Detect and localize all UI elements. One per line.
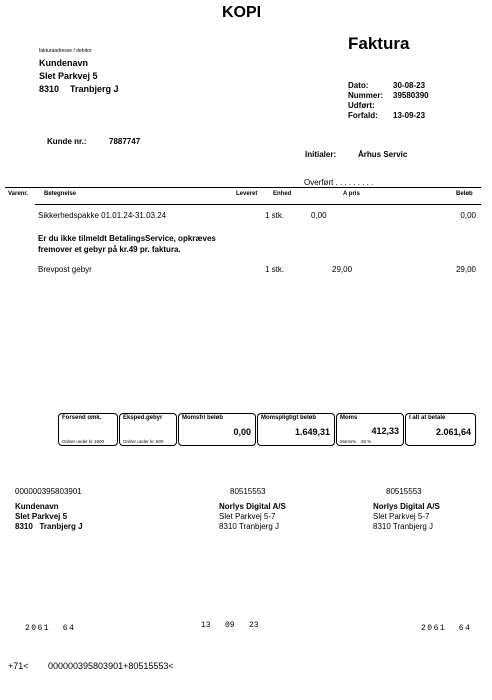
- row-price: 29,00: [332, 265, 353, 274]
- moms-label: Moms: [340, 415, 358, 421]
- due-date-parts: 13 09 23: [201, 621, 259, 630]
- dato-value: 30-08-23: [393, 81, 426, 90]
- nummer-label: Nummer:: [348, 91, 384, 100]
- copy-label: KOPI: [222, 4, 262, 21]
- forsend-box: [58, 413, 118, 446]
- momspligtigt-value: 1.649,31: [294, 427, 330, 437]
- col-leveret: Leveret: [236, 191, 258, 197]
- momsfri-box: [178, 413, 256, 446]
- table-header-rule: [35, 204, 481, 205]
- account-number-right: 80515553: [386, 487, 422, 496]
- col-enhed: Enhed: [273, 191, 292, 197]
- col-betegnelse: Betegnelse: [44, 191, 77, 197]
- notice-line-2: fremover et gebyr på kr.49 pr. faktura.: [38, 245, 181, 254]
- initialer-label: Initialer:: [305, 150, 337, 159]
- row-description: Brevpost gebyr: [38, 265, 92, 274]
- kunde-nr-label: Kunde nr.:: [47, 137, 87, 146]
- nummer-value: 39580390: [393, 91, 429, 100]
- recipient-street-mid: Slet Parkvej 5-7: [219, 512, 276, 521]
- moms-pct-label: Moms%: [340, 439, 357, 444]
- col-apris: A pris: [343, 191, 360, 197]
- payer-street: Slet Parkvej 5: [15, 512, 68, 521]
- customer-city: Tranbjerg J: [70, 84, 119, 94]
- ialt-label: I alt at betale: [409, 415, 446, 421]
- account-number-mid: 80515553: [230, 487, 266, 496]
- customer-street: Slet Parkvej 5: [39, 71, 98, 81]
- kunde-nr-value: 7887747: [109, 137, 141, 146]
- momspligtigt-label: Momspligtigt beløb: [261, 415, 316, 421]
- ocr-line: 000000395803901+80515553<: [48, 661, 174, 671]
- row-price: 0,00: [311, 211, 327, 220]
- forsend-label: Forsend omk.: [62, 415, 102, 421]
- amount-left: 2061 64: [25, 624, 76, 633]
- momsfri-value: 0,00: [233, 427, 251, 437]
- ocr-prefix: +71<: [8, 661, 29, 671]
- col-belob: Beløb: [456, 191, 473, 197]
- reference-number: 000000395803901: [15, 487, 82, 496]
- row-quantity: 1 stk.: [265, 265, 285, 274]
- row-description: Sikkerhedspakke 01.01.24-31.03.24: [38, 211, 167, 220]
- row-quantity: 1 stk.: [265, 211, 285, 220]
- recipient-city-mid: 8310 Tranbjerg J: [219, 522, 280, 531]
- notice-line-1: Er du ikke tilmeldt BetalingsService, opkræves: [38, 234, 216, 243]
- moms-box: [336, 413, 404, 446]
- dato-label: Dato:: [348, 81, 369, 90]
- ekspedgebyr-label: Eksped.gebyr: [123, 415, 163, 421]
- customer-name: Kundenavn: [39, 58, 89, 68]
- initialer-value: Århus Servic: [358, 150, 408, 159]
- recipient-street-right: Slet Parkvej 5-7: [373, 512, 430, 521]
- ialt-value: 2.061,64: [435, 427, 471, 437]
- row-amount: 29,00: [455, 265, 476, 274]
- recipient-name-mid: Norlys Digital A/S: [219, 502, 286, 511]
- momsfri-label: Momsfri beløb: [182, 415, 224, 421]
- recipient-city-right: 8310 Tranbjerg J: [373, 522, 434, 531]
- moms-value: 412,33: [371, 426, 399, 436]
- address-hint: fakturaadresse / debitor: [39, 48, 92, 54]
- forfald-label: Forfald:: [348, 111, 378, 120]
- ekspedgebyr-box: [119, 413, 177, 446]
- document-title: Faktura: [348, 34, 410, 53]
- recipient-name-right: Norlys Digital A/S: [373, 502, 440, 511]
- amount-right: 2061 64: [421, 624, 472, 633]
- row-amount: 0,00: [460, 211, 476, 220]
- momspligtigt-box: [257, 413, 335, 446]
- overfort-label: Overført . . . . . . . . .: [304, 178, 374, 187]
- customer-postcode: 8310: [39, 84, 60, 94]
- moms-pct: 25 %: [361, 439, 372, 444]
- forfald-value: 13-09-23: [393, 111, 426, 120]
- ekspedgebyr-sub: Ordrer under kr. 500: [123, 439, 164, 444]
- forsend-sub: Ordrer under kr 1500: [62, 439, 105, 444]
- ialt-box: [405, 413, 476, 446]
- payer-name: Kundenavn: [15, 502, 59, 511]
- udfort-label: Udført:: [348, 101, 375, 110]
- table-top-rule: [5, 187, 481, 188]
- col-varenr: Varenr.: [8, 191, 29, 197]
- payer-city: 8310 Tranbjerg J: [15, 522, 83, 531]
